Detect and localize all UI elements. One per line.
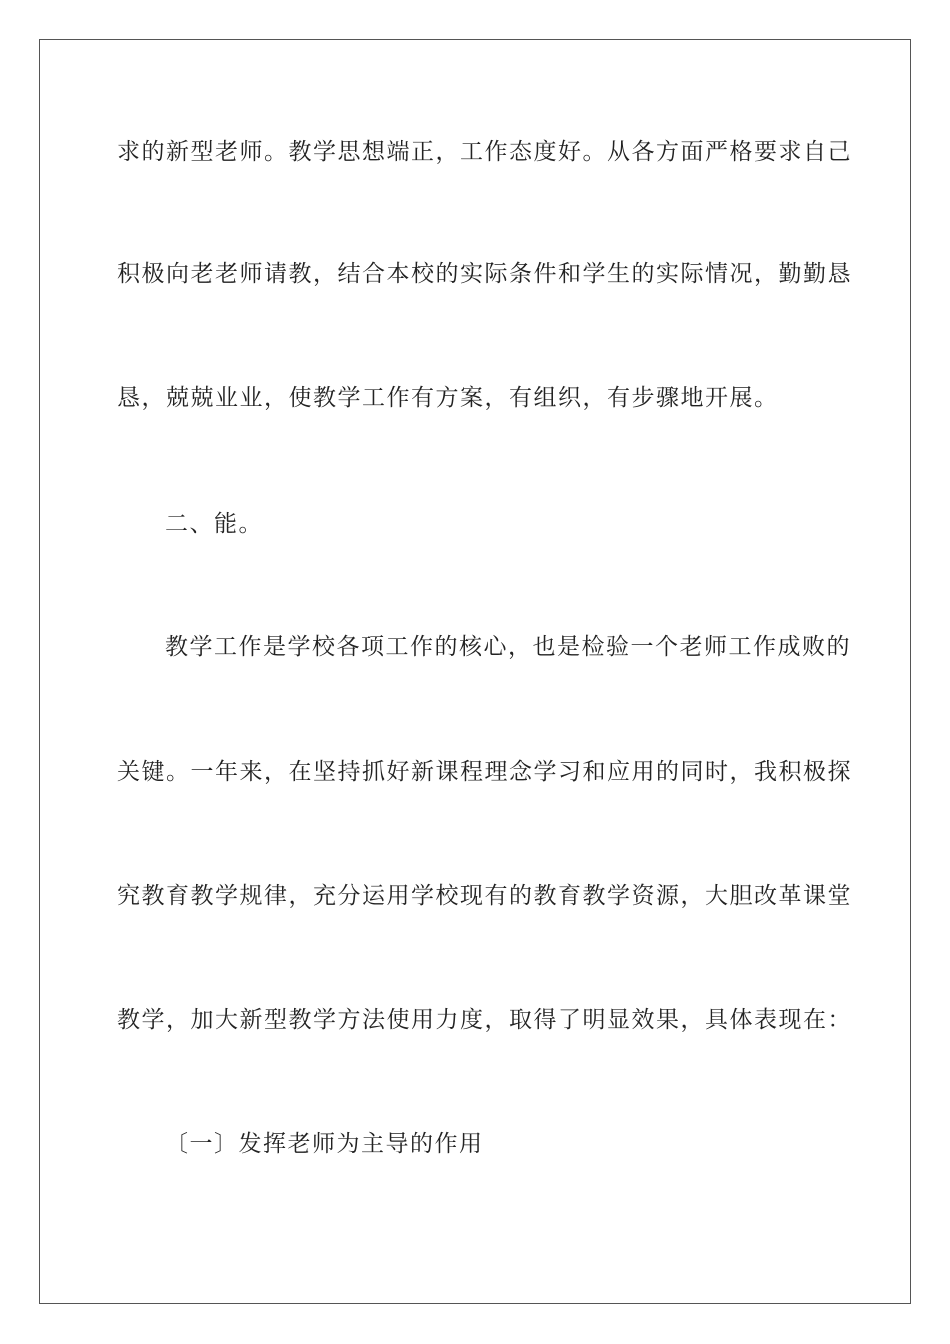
paragraph-line-6: 究教育教学规律，充分运用学校现有的教育教学资源，大胆改革课堂 — [117, 883, 852, 909]
page-border — [39, 39, 911, 1304]
paragraph-line-1: 求的新型老师。教学思想端正，工作态度好。从各方面严格要求自己 — [117, 139, 852, 165]
paragraph-line-2: 积极向老老师请教，结合本校的实际条件和学生的实际情况，勤勤恳 — [117, 261, 852, 287]
paragraph-line-7: 教学，加大新型教学方法使用力度，取得了明显效果，具体表现在： — [117, 1007, 852, 1033]
subsection-heading: 〔一〕发挥老师为主导的作用 — [165, 1131, 484, 1157]
paragraph-line-5: 关键。一年来，在坚持抓好新课程理念学习和应用的同时，我积极探 — [117, 759, 852, 785]
paragraph-line-4: 教学工作是学校各项工作的核心，也是检验一个老师工作成败的 — [165, 634, 851, 660]
section-heading: 二、能。 — [165, 511, 263, 537]
paragraph-line-3: 恳，兢兢业业，使教学工作有方案，有组织，有步骤地开展。 — [117, 385, 779, 411]
